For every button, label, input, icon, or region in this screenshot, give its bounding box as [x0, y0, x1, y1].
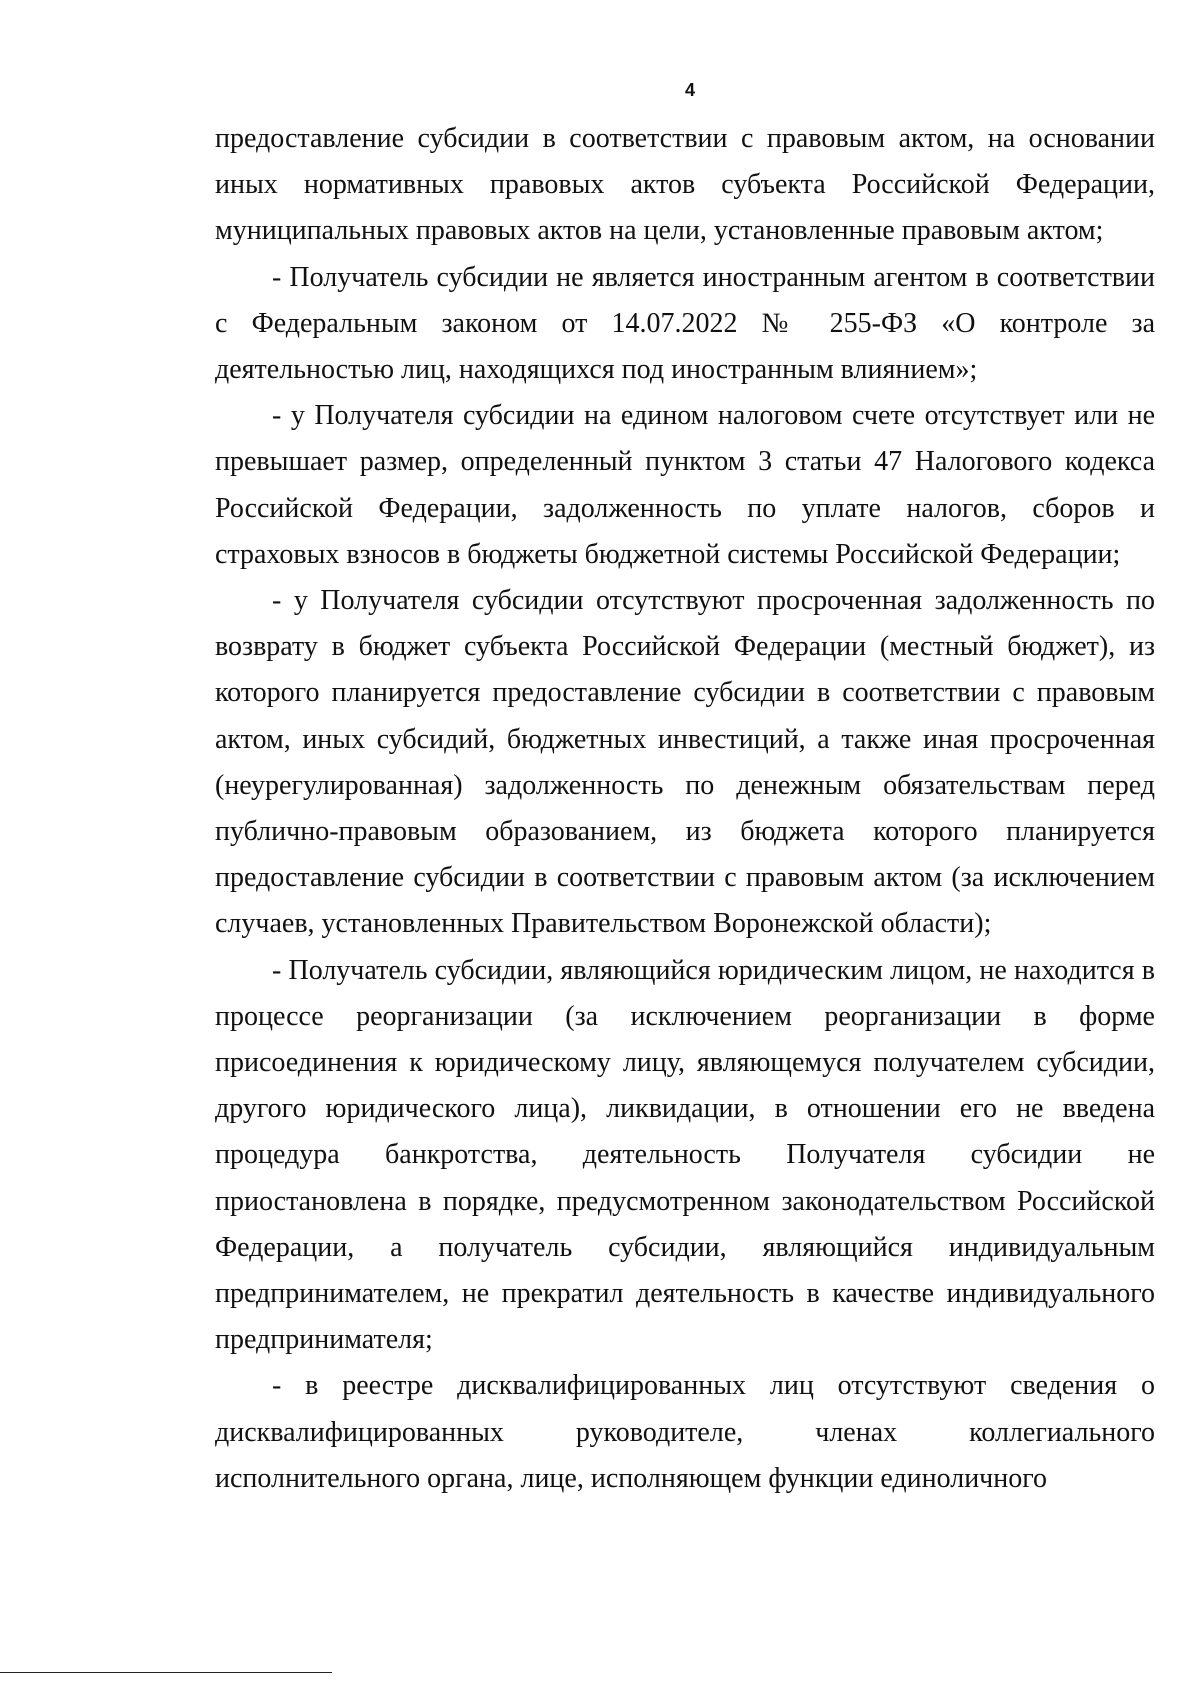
- page-number: 4: [684, 80, 695, 100]
- paragraph-foreign-agent: - Получатель субсидии не является иностранным агентом в соответствии с Федеральным законом от 14.07.2022 № 255-ФЗ «О контроле за деятельностью лиц, находящихся под иностранным влиянием»;: [215, 261, 1155, 386]
- document-body: [215, 116, 1155, 1502]
- paragraph-reorganization: - Получатель субсидии, являющийся юридическим лицом, не находится в процессе реорганизации (за исключением реорганизации в форме присоединения к юридическому лицу, являющемуся получателем субсидии, другого юридического лица), ликвидации, в отношении его не введена процедура банкротства, деятельность Получателя субсидии не приостановлена в порядке, предусмотренном законодательством Российской Федерации, а получатель субсидии, являющийся индивидуальным предпринимателем, не прекратил деятельность в качестве индивидуального предпринимателя;: [215, 954, 1155, 1356]
- footnote-divider: [0, 1672, 332, 1673]
- paragraph-disqualified-registry: - в реестре дисквалифицированных лиц отсутствуют сведения о дисквалифицированных руководителе, членах коллегиального исполнительного органа, лице, исполняющем функции единоличного: [215, 1370, 1155, 1494]
- paragraph-continuation: предоставление субсидии в соответствии с правовым актом, на основании иных нормативных правовых актов субъекта Российской Федерации, муниципальных правовых актов на цели, установленные правовым актом;: [215, 123, 1155, 247]
- paragraph-tax-debt: - у Получателя субсидии на едином налоговом счете отсутствует или не превышает размер, определенный пунктом 3 статьи 47 Налогового кодекса Российской Федерации, задолженность по уплате налогов, сборов и страховых взносов в бюджеты бюджетной системы Российской Федерации;: [215, 400, 1155, 570]
- paragraph-overdue-debt: - у Получателя субсидии отсутствуют просроченная задолженность по возврату в бюджет субъекта Российской Федерации (местный бюджет), из которого планируется предоставление субсидии в соответствии с правовым актом, иных субсидий, бюджетных инвестиций, а также иная просроченная (неурегулированная) задолженность по денежным обязательствам перед публично-правовым образованием, из бюджета которого планируется предоставление субсидии в соответствии с правовым актом (за исключением случаев, установленных Правительством Воронежской области);: [215, 585, 1155, 940]
